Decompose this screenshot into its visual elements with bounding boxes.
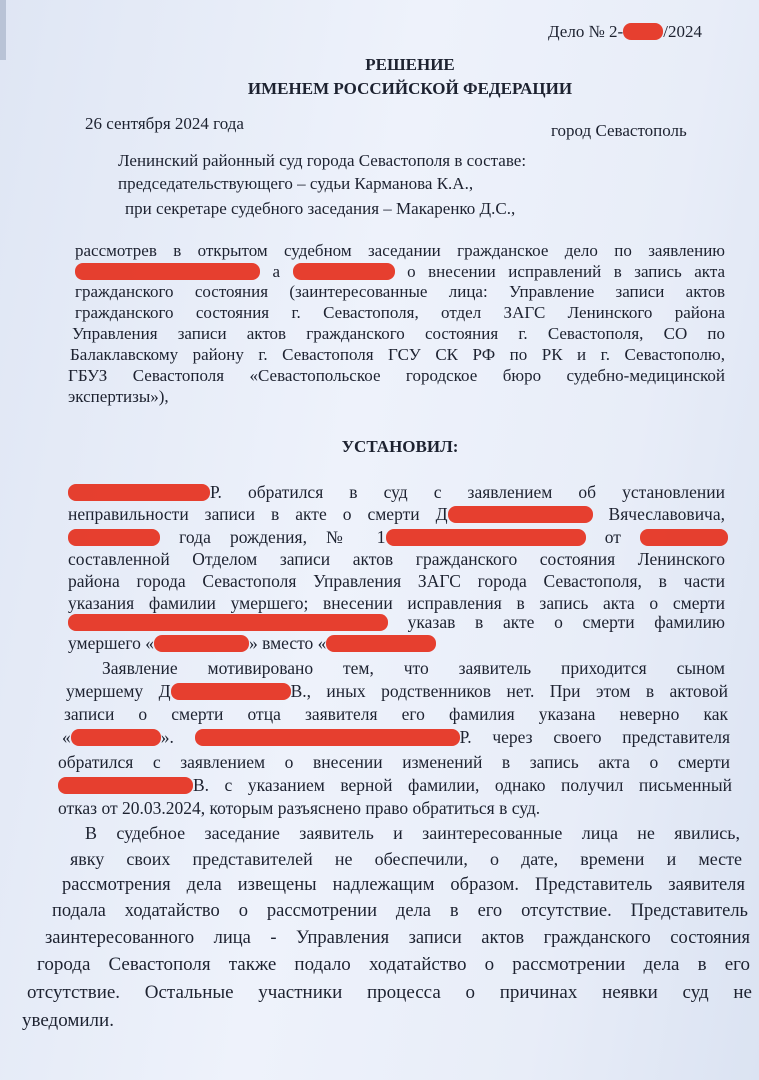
text-line	[68, 482, 725, 502]
text-line: гражданского состояния (заинтересованные лица: Управление записи актов	[75, 282, 725, 301]
redaction	[623, 23, 663, 40]
text-seg: Р. через своего представителя	[459, 727, 731, 747]
redaction	[293, 263, 395, 280]
text-seg: о внесении исправлений в запись акта	[407, 262, 726, 281]
redaction	[68, 614, 388, 631]
text-line	[75, 262, 725, 282]
text-line: города Севастополя также подало ходатайство о рассмотрении дела в его	[37, 954, 750, 975]
redaction	[154, 635, 249, 652]
section-heading: УСТАНОВИЛ:	[341, 437, 459, 456]
text-line: В судебное заседание заявитель и заинтересованные лица не явились,	[85, 823, 740, 843]
redaction	[326, 635, 436, 652]
text-line: отсутствие. Остальные участники процесса о причинах неявки суд не	[27, 982, 752, 1003]
text-line: подала ходатайство о рассмотрении дела в его отсутствие. Представитель	[52, 901, 748, 921]
text-line: записи о смерти отца заявителя его фамилия указана неверно как	[64, 704, 728, 724]
text-line: Управления записи актов гражданского состояния г. Севастополя, СО по	[72, 324, 725, 343]
text-seg: Р. обратился в суд с заявлением об установлении	[210, 482, 725, 502]
court-line: председательствующего – судьи Карманова К.А.,	[118, 174, 474, 193]
text-seg: В., иных родственников нет. При этом в актовой	[290, 681, 728, 701]
text-seg: года рождения, № 1	[179, 527, 386, 547]
text-seg: ».	[160, 727, 174, 747]
text-seg: Вячеславовича,	[608, 504, 726, 524]
text-line	[66, 681, 728, 701]
redaction	[58, 777, 193, 794]
decision-city: город Севастополь	[551, 121, 687, 140]
case-number	[548, 22, 702, 42]
text-line: явку своих представителей не обеспечили, о дате, времени и месте	[70, 849, 742, 869]
text-line: экспертизы»),	[68, 387, 169, 406]
text-line: гражданского состояния г. Севастополя, отдел ЗАГС Ленинского района	[75, 303, 725, 322]
redaction	[195, 729, 460, 746]
text-seg: умершего «	[68, 633, 154, 653]
text-line	[62, 727, 730, 747]
text-line: обратился с заявлением о внесении изменений в запись акта о смерти	[58, 752, 730, 772]
court-line: Ленинский районный суд города Севастополя в составе:	[118, 151, 527, 170]
text-line: заинтересованного лица - Управления записи актов гражданского состояния	[45, 928, 750, 948]
title: РЕШЕНИЕ	[365, 55, 455, 74]
case-suffix: /2024	[663, 22, 702, 41]
text-seg: «	[62, 727, 71, 747]
text-line: составленной Отделом записи актов гражданского состояния Ленинского	[68, 549, 725, 569]
redaction	[71, 729, 161, 746]
text-seg: В. с указанием верной фамилии, однако получил письменный	[193, 775, 732, 795]
redaction	[386, 529, 586, 546]
text-line: ГБУЗ Севастополя «Севастопольское городское бюро судебно-медицинской	[68, 366, 725, 385]
text-seg: неправильности записи в акте о смерти Д	[68, 504, 448, 524]
text-line	[68, 527, 728, 547]
text-line: рассмотрев в открытом судебном заседании гражданское дело по заявлению	[75, 241, 725, 260]
text-line: рассмотрения дела извещены надлежащим образом. Представитель заявителя	[62, 875, 745, 895]
text-line: Балаклавскому району г. Севастополя ГСУ СК РФ по РК и г. Севастополю,	[70, 345, 725, 364]
text-line	[68, 612, 725, 632]
redaction	[75, 263, 260, 280]
text-line: Заявление мотивировано тем, что заявитель приходится сыном	[102, 658, 725, 678]
text-seg: » вместо «	[248, 633, 327, 653]
text-line	[68, 633, 436, 653]
decision-date: 26 сентября 2024 года	[85, 114, 244, 133]
text-seg: а	[272, 262, 281, 281]
text-line: уведомили.	[22, 1010, 114, 1031]
text-line	[68, 504, 725, 524]
redaction	[171, 683, 291, 700]
text-seg: указав в акте о смерти фамилию	[407, 612, 726, 632]
page-edge	[0, 0, 6, 60]
text-line: указания фамилии умершего; внесении исправления в запись акта о смерти	[68, 593, 725, 613]
court-line: при секретаре судебного заседания – Макаренко Д.С.,	[125, 199, 516, 218]
text-line	[58, 775, 732, 795]
redaction	[68, 529, 160, 546]
redaction	[68, 484, 210, 501]
text-seg: от	[604, 527, 621, 547]
redaction	[640, 529, 728, 546]
subtitle: ИМЕНЕМ РОССИЙСКОЙ ФЕДЕРАЦИИ	[247, 79, 573, 98]
redaction	[448, 506, 593, 523]
text-line: отказ от 20.03.2024, которым разъяснено право обратиться в суд.	[58, 798, 541, 818]
text-seg: умершему Д	[66, 681, 171, 701]
text-line: района города Севастополя Управления ЗАГС города Севастополя, в части	[68, 571, 725, 591]
case-prefix: Дело № 2-	[548, 22, 624, 41]
